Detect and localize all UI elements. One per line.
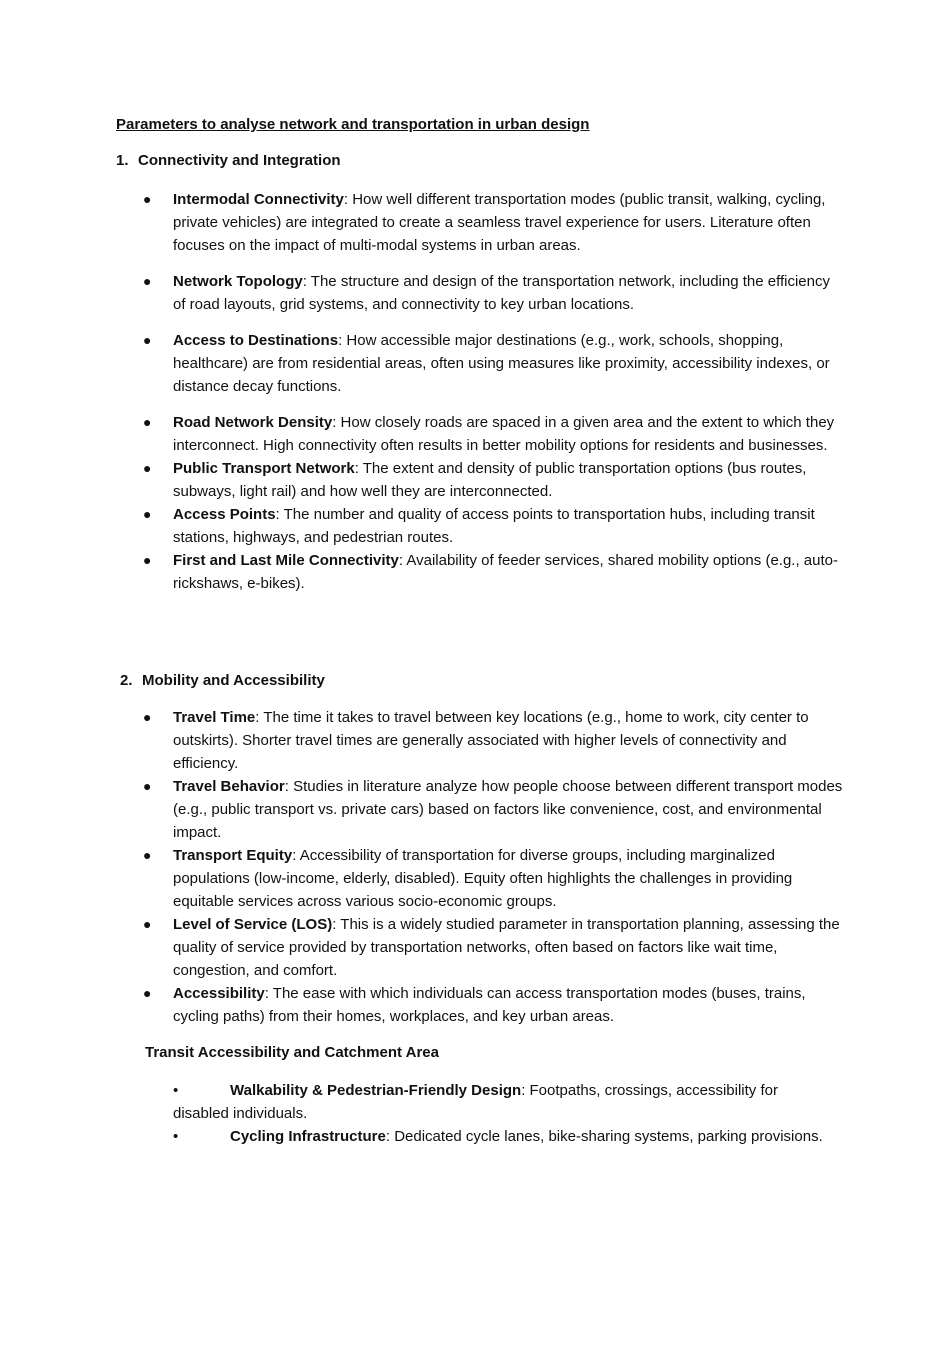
- item-term: Network Topology: [173, 273, 303, 290]
- item-text: : Studies in literature analyze how people choose between different transport modes (e.g., public transport vs. private cars) based on factors like convenience, cost, and environmental impact.: [173, 778, 843, 841]
- bullet-icon: ●: [143, 191, 152, 207]
- section-number: 1.: [116, 152, 129, 169]
- item-text: : How accessible major destinations (e.g., work, schools, shopping, healthcare) are from residential areas, often using measures like proximity, accessibility indexes, or distance decay functions.: [173, 332, 830, 395]
- connectivity-list: [143, 188, 843, 595]
- item-term: Cycling Infrastructure: [230, 1128, 386, 1145]
- bullet-icon: ●: [143, 460, 152, 476]
- section-heading-mobility: [120, 672, 325, 689]
- item-text: : The structure and design of the transportation network, including the efficiency of road layouts, grid systems, and connectivity to key urban locations.: [173, 273, 830, 313]
- bullet-icon: ●: [143, 332, 152, 348]
- bullet-icon: ●: [143, 847, 152, 863]
- list-item: [143, 457, 843, 503]
- bullet-icon: ●: [143, 414, 152, 430]
- item-term: Public Transport Network: [173, 460, 355, 477]
- item-text: : The number and quality of access points to transportation hubs, including transit stations, highways, and pedestrian routes.: [173, 506, 815, 546]
- item-text: : The time it takes to travel between key locations (e.g., home to work, city center to outskirts). Shorter travel times are generally associated with higher levels of connectivity and efficiency.: [173, 709, 809, 772]
- list-item: [143, 844, 843, 913]
- bullet-icon: ●: [143, 552, 152, 568]
- list-item: [173, 1079, 833, 1125]
- item-text: : Availability of feeder services, shared mobility options (e.g., auto-rickshaws, e-bikes).: [173, 552, 838, 592]
- document-title: Parameters to analyse network and transportation in urban design: [116, 116, 590, 133]
- mobility-list: [143, 706, 843, 1028]
- item-text: : The extent and density of public transportation options (bus routes, subways, light rail) and how well they are interconnected.: [173, 460, 807, 500]
- item-text: : The ease with which individuals can access transportation modes (buses, trains, cycling paths) from their homes, workplaces, and key urban areas.: [173, 985, 806, 1025]
- item-text: : How well different transportation modes (public transit, walking, cycling, private vehicles) are integrated to create a seamless travel experience for users. Literature often focuses on the impact of multi-modal systems in urban areas.: [173, 191, 826, 254]
- item-term: Road Network Density: [173, 414, 333, 431]
- item-text: : Footpaths, crossings, accessibility for disabled individuals.: [173, 1082, 778, 1122]
- item-text: : How closely roads are spaced in a given area and the extent to which they interconnect. High connectivity often results in better mobility options for residents and businesses.: [173, 414, 835, 454]
- transit-accessibility-list: [173, 1079, 833, 1148]
- list-item: [143, 503, 843, 549]
- bullet-icon: •: [173, 1082, 179, 1099]
- item-term: Travel Time: [173, 709, 256, 726]
- list-item: [143, 982, 843, 1028]
- list-item: [143, 775, 843, 844]
- item-term: Intermodal Connectivity: [173, 191, 344, 208]
- item-term: Transport Equity: [173, 847, 293, 864]
- list-item: [143, 913, 843, 982]
- item-text: : Dedicated cycle lanes, bike-sharing systems, parking provisions.: [385, 1128, 823, 1145]
- list-item: [143, 270, 843, 316]
- list-item: [143, 188, 843, 257]
- list-item: [173, 1125, 833, 1148]
- item-term: Access Points: [173, 506, 276, 523]
- bullet-icon: ●: [143, 778, 152, 794]
- list-item: [143, 329, 843, 398]
- section-title: Connectivity and Integration: [138, 152, 341, 169]
- item-term: Level of Service (LOS): [173, 916, 333, 933]
- section-number: 2.: [120, 672, 133, 689]
- bullet-icon: ●: [143, 273, 152, 289]
- list-item: [143, 706, 843, 775]
- bullet-icon: ●: [143, 916, 152, 932]
- bullet-icon: ●: [143, 709, 152, 725]
- item-text: : This is a widely studied parameter in transportation planning, assessing the quality of service provided by transportation networks, often based on factors like wait time, congestion, and comfort.: [173, 916, 840, 979]
- section-heading-connectivity: [116, 152, 341, 169]
- item-term: Access to Destinations: [173, 332, 339, 349]
- item-term: Travel Behavior: [173, 778, 285, 795]
- bullet-icon: •: [173, 1128, 179, 1145]
- item-text: : Accessibility of transportation for diverse groups, including marginalized populations (low-income, elderly, disabled). Equity often highlights the challenges in providing equitable services across various socio-economic groups.: [173, 847, 793, 910]
- item-term: Accessibility: [173, 985, 265, 1002]
- bullet-icon: ●: [143, 985, 152, 1001]
- subsection-heading: Transit Accessibility and Catchment Area: [145, 1044, 439, 1061]
- section-title: Mobility and Accessibility: [142, 672, 325, 689]
- item-term: Walkability & Pedestrian-Friendly Design: [230, 1082, 522, 1099]
- item-term: First and Last Mile Connectivity: [173, 552, 399, 569]
- list-item: [143, 549, 843, 595]
- bullet-icon: ●: [143, 506, 152, 522]
- list-item: [143, 411, 843, 457]
